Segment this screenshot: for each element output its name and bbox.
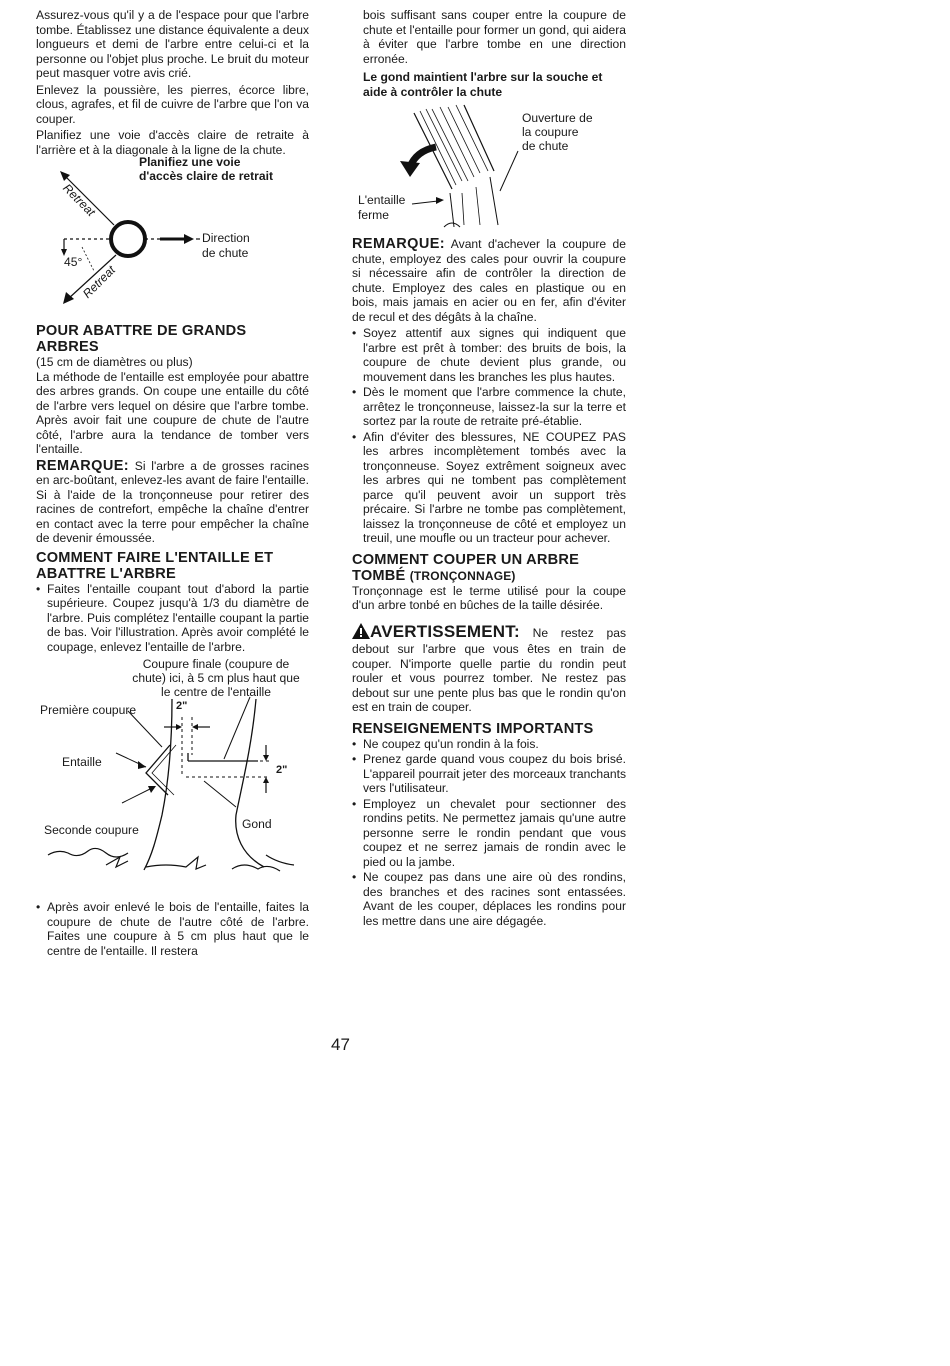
notch-closes-label-line1: L'entaille <box>358 193 406 207</box>
paragraph-space: Assurez-vous qu'il y a de l'espace pour que l'arbre tombe. Établissez une distance équivalente a deux longueurs et demi de l'arbre entre celui-ci et la personne ou l'objet plus proche. Le bruit du moteur peut masquer votre avis crié. <box>36 8 309 80</box>
list-item: • Faites l'entaille coupant tout d'abord la partie supérieure. Coupez jusqu'à 1/3 du diamètre de l'arbre. Puis complétez l'entaille coupant la partie de bas. Voir l'illustration. Après avoir complété le coupage, enlevez l'entaille de l'arbre. <box>36 582 309 655</box>
heading-bucking <box>352 552 626 584</box>
paragraph-debris: Enlevez la poussière, les pierres, écorce libre, clous, agrafes, et fil de cuivre de l'arbre que l'on va couper. <box>36 82 309 126</box>
heading-important-info: RENSEIGNEMENTS IMPORTANTS <box>352 720 594 737</box>
warning-icon <box>352 623 370 643</box>
felling-cut-opening-label-line1: Ouverture de <box>522 111 593 125</box>
notch-cuts-figure <box>36 655 309 900</box>
important-info-bullets <box>352 737 626 929</box>
hinge-label: Gond <box>242 817 272 831</box>
note-label: REMARQUE: <box>352 236 446 252</box>
final-cut-caption-line3: le centre de l'entaille <box>161 685 271 699</box>
notch-label: Entaille <box>62 755 102 769</box>
paragraph-bucking: Tronçonnage est le terme utilisé pour la coupe d'un arbre tonbé en bûches de la taille désirée. <box>352 583 626 612</box>
first-cut-label: Première coupure <box>40 703 137 717</box>
fall-direction-label-line2: de chute <box>202 246 249 260</box>
retreat-figure-title-line1: Planifiez une voie <box>139 155 241 169</box>
retreat-figure-title-line2: d'accès claire de retrait <box>139 169 273 183</box>
notch-bullets <box>36 582 309 655</box>
fall-direction-label-line1: Direction <box>202 231 250 245</box>
retreat-path-figure <box>36 155 309 319</box>
note-roots-text: Si l'arbre a de grosses racines en arc-boûtant, enlevez-les avant de faire l'entaille. Si à l'aide de la tronçonneuse pour retirer des racines de contrefort, empêche la chaîne d'entrer en contact avec la terre pour empêcher la chaîne de devenir émoussée. <box>36 458 309 545</box>
list-item: • Soyez attentif aux signes qui indiquent que l'arbre est prêt à tomber: des bruits de bois, la coupure de chute devient plus grande, ou mouvement dans les branches les plus hautes. <box>352 326 626 384</box>
heading-notch: COMMENT FAIRE L'ENTAILLE ET ABATTRE L'ARBRE <box>36 549 274 582</box>
paragraph-hinge: bois suffisant sans couper entre la coupure de chute et l'entaille pour former un gond, qui aidera à éviter que l'arbre tombe en une direction erronée. <box>363 8 626 66</box>
notch-closes-label-line2: ferme <box>358 208 389 222</box>
warning-block <box>352 623 626 715</box>
heading-large-trees: POUR ABATTRE DE GRANDS ARBRES <box>36 323 247 355</box>
second-cut-label: Seconde coupure <box>44 823 139 837</box>
large-trees-subtitle: (15 cm de diamètres ou plus) <box>36 355 193 369</box>
retreat-label-lower: Retreat <box>80 262 118 301</box>
list-item: • Afin d'éviter des blessures, NE COUPEZ PAS les arbres incomplètement tombés avec la tronçonneuse. Soyez extrêment soigneux avec les arbres qui ne tombent pas complètement parce qu'il peuvent avoir un support très précaire. Si l'arbre ne tombe pas complètement, laissez la tronçonneuse de côté et employez un treuil, une moufle ou un tracteur pour achever. <box>352 430 626 546</box>
dimension-side-label: 2" <box>276 764 288 776</box>
list-item: • Ne coupez qu'un rondin à la fois. <box>352 737 626 752</box>
paragraph-notch-method: La méthode de l'entaille est employée pour abattre des arbres grands. On coupe une entaille du côté de l'arbre vers lequel on désire que l'arbre tombe. Après avoir fait une coupure de chute de l'autre côté, l'arbre aura la tendance de tomber vers l'entaille. <box>36 369 309 456</box>
final-cut-caption-line2: chute) ici, à 5 cm plus haut que <box>132 671 300 685</box>
heading-bucking-text: COMMENT COUPER UN ARBRE TOMBÉ <box>352 551 580 584</box>
notch-cuts-diagram <box>36 655 309 900</box>
left-column <box>36 8 309 959</box>
retreat-label-upper: Retreat <box>60 181 99 219</box>
hinge-bold-caption: Le gond maintient l'arbre sur la souche et aide à contrôler la chute <box>363 70 603 99</box>
note-label: REMARQUE: <box>36 457 130 474</box>
warning-label: AVERTISSEMENT: <box>370 621 520 641</box>
angle-label: 45° <box>64 255 83 269</box>
list-item: • Employez un chevalet pour sectionner des rondins petits. Ne permettez jamais qu'une autre personne serre le rondin pendant que vous coupez et ne serrez jamais de rondin avec le pied ou la jambe. <box>352 797 626 870</box>
felling-bullets <box>36 900 309 958</box>
list-item: • Après avoir enlevé le bois de l'entaille, faites la coupure de chute de l'autre côté de l'arbre. Faites une coupure à 5 cm plus haut que le centre de l'entaille. Il restera <box>36 900 309 958</box>
list-item: • Ne coupez pas dans une aire où des rondins, des branches et des racines sont entassées. Avant de les couper, déplaces les rondins pour les mettre dans une aire dégagée. <box>352 870 626 928</box>
heading-bucking-small: (TRONÇONNAGE) <box>409 568 516 583</box>
paragraph-retreat: Planifiez une voie d'accès claire de retraite à l'arrière et à la diagonale à la ligne de la chute. <box>36 128 309 157</box>
note-roots <box>36 459 309 546</box>
warning-text: Ne restez pas debout sur l'arbre que vous êtes en train de couper. N'importe quelle partie du rondin peut rouler et vous pourrez tomber. Ne restez pas debout sur une pente plus bas que le rondin qu'on est en train de couper. <box>352 625 626 714</box>
dimension-top-label: 2" <box>176 700 188 712</box>
final-cut-caption-line1: Coupure finale (coupure de <box>142 657 290 671</box>
list-item: • Prenez garde quand vous coupez du bois brisé. L'appareil pourrait jeter des morceaux tranchants vers l'utilisateur. <box>352 752 626 796</box>
felling-safety-bullets <box>352 326 626 546</box>
page-number: 47 <box>331 1035 350 1054</box>
list-item: • Dès le moment que l'arbre commence la chute, arrêtez le tronçonneuse, laissez-la sur la terre et sortez par la route de retraite pré-établie. <box>352 385 626 429</box>
right-column <box>352 8 626 929</box>
felling-cut-opening-label-line3: de chute <box>522 139 569 153</box>
note-wedges-text: Avant d'achever la coupure de chute, employez des cales pour ouvrir la coupure si nécessaire afin de contrôler la direction de chute. Employez des cales en plastique ou en bois, mais jamais en acier ou en fer, afin d'éviter de recul et des dégâts à la chaîne. <box>352 237 626 324</box>
note-wedges <box>352 237 626 324</box>
felling-cut-opening-label-line2: la coupure <box>522 125 579 139</box>
hinge-figure <box>352 101 626 231</box>
